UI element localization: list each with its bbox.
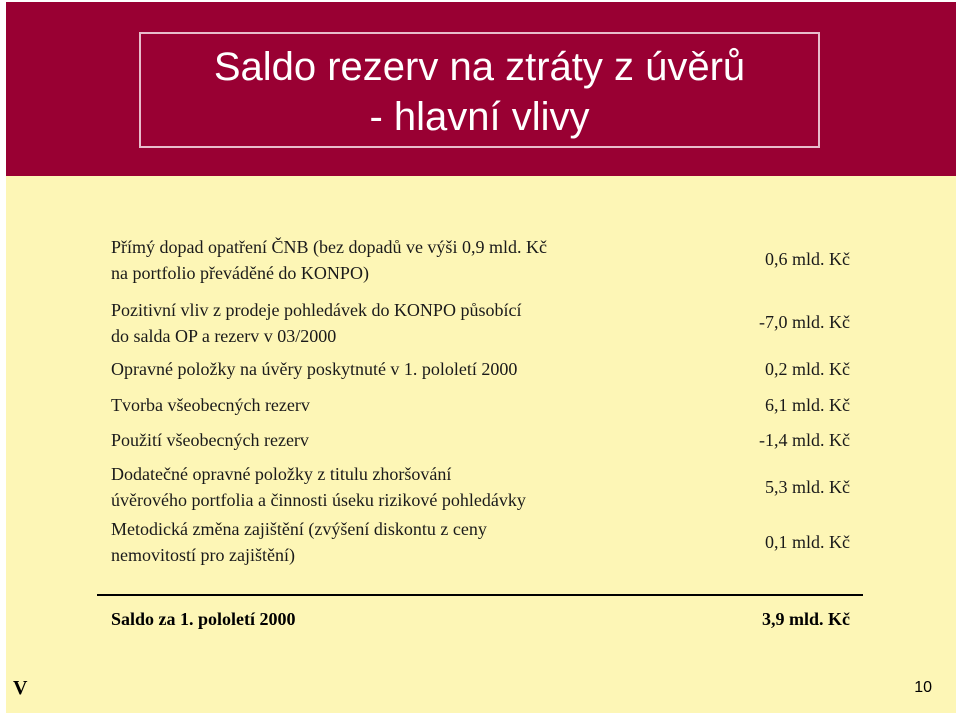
row-value-3: 0,2 mld. Kč xyxy=(765,359,850,379)
row-label-2-line-2: do salda OP a rezerv v 03/2000 xyxy=(111,326,337,346)
row-label-6 xyxy=(111,461,526,513)
page-number: 10 xyxy=(914,679,932,696)
row-label-6-line-1: Dodatečné opravné položky z titulu zhoršování xyxy=(111,464,452,484)
row-label-2-line-1: Pozitivní vliv z prodeje pohledávek do KONPO působící xyxy=(111,300,522,320)
footer-logo: V xyxy=(13,677,28,699)
total-label: Saldo za 1. pololetí 2000 xyxy=(111,609,296,629)
row-label-3-line-1: Opravné položky na úvěry poskytnuté v 1. pololetí 2000 xyxy=(111,359,518,379)
row-label-5 xyxy=(111,427,309,453)
row-label-7-line-2: nemovitostí pro zajištění) xyxy=(111,545,295,565)
row-label-1-line-1: Přímý dopad opatření ČNB (bez dopadů ve výši 0,9 mld. Kč xyxy=(111,237,547,257)
title-line-1: Saldo rezerv na ztráty z úvěrů xyxy=(213,45,746,89)
title-box xyxy=(139,32,820,148)
row-label-6-line-2: úvěrového portfolia a činnosti úseku rizikové pohledávky xyxy=(111,490,526,510)
row-value-5: -1,4 mld. Kč xyxy=(759,430,850,450)
total-separator-rule xyxy=(97,594,863,596)
row-label-1 xyxy=(111,234,547,286)
row-label-4-line-1: Tvorba všeobecných rezerv xyxy=(111,395,310,415)
row-value-4: 6,1 mld. Kč xyxy=(765,395,850,415)
row-label-7-line-1: Metodická změna zajištění (zvýšení diskontu z ceny xyxy=(111,519,487,539)
row-label-5-line-1: Použití všeobecných rezerv xyxy=(111,430,309,450)
title-line-2: - hlavní vlivy xyxy=(369,95,590,139)
row-value-6: 5,3 mld. Kč xyxy=(765,477,850,497)
row-label-4 xyxy=(111,392,310,418)
row-label-7 xyxy=(111,516,487,568)
row-value-1: 0,6 mld. Kč xyxy=(765,249,850,269)
row-label-1-line-2: na portfolio převáděné do KONPO) xyxy=(111,263,369,283)
total-value: 3,9 mld. Kč xyxy=(762,609,850,629)
row-label-3 xyxy=(111,356,517,382)
row-value-2: -7,0 mld. Kč xyxy=(759,312,850,332)
row-label-2 xyxy=(111,297,521,349)
row-value-7: 0,1 mld. Kč xyxy=(765,532,850,552)
